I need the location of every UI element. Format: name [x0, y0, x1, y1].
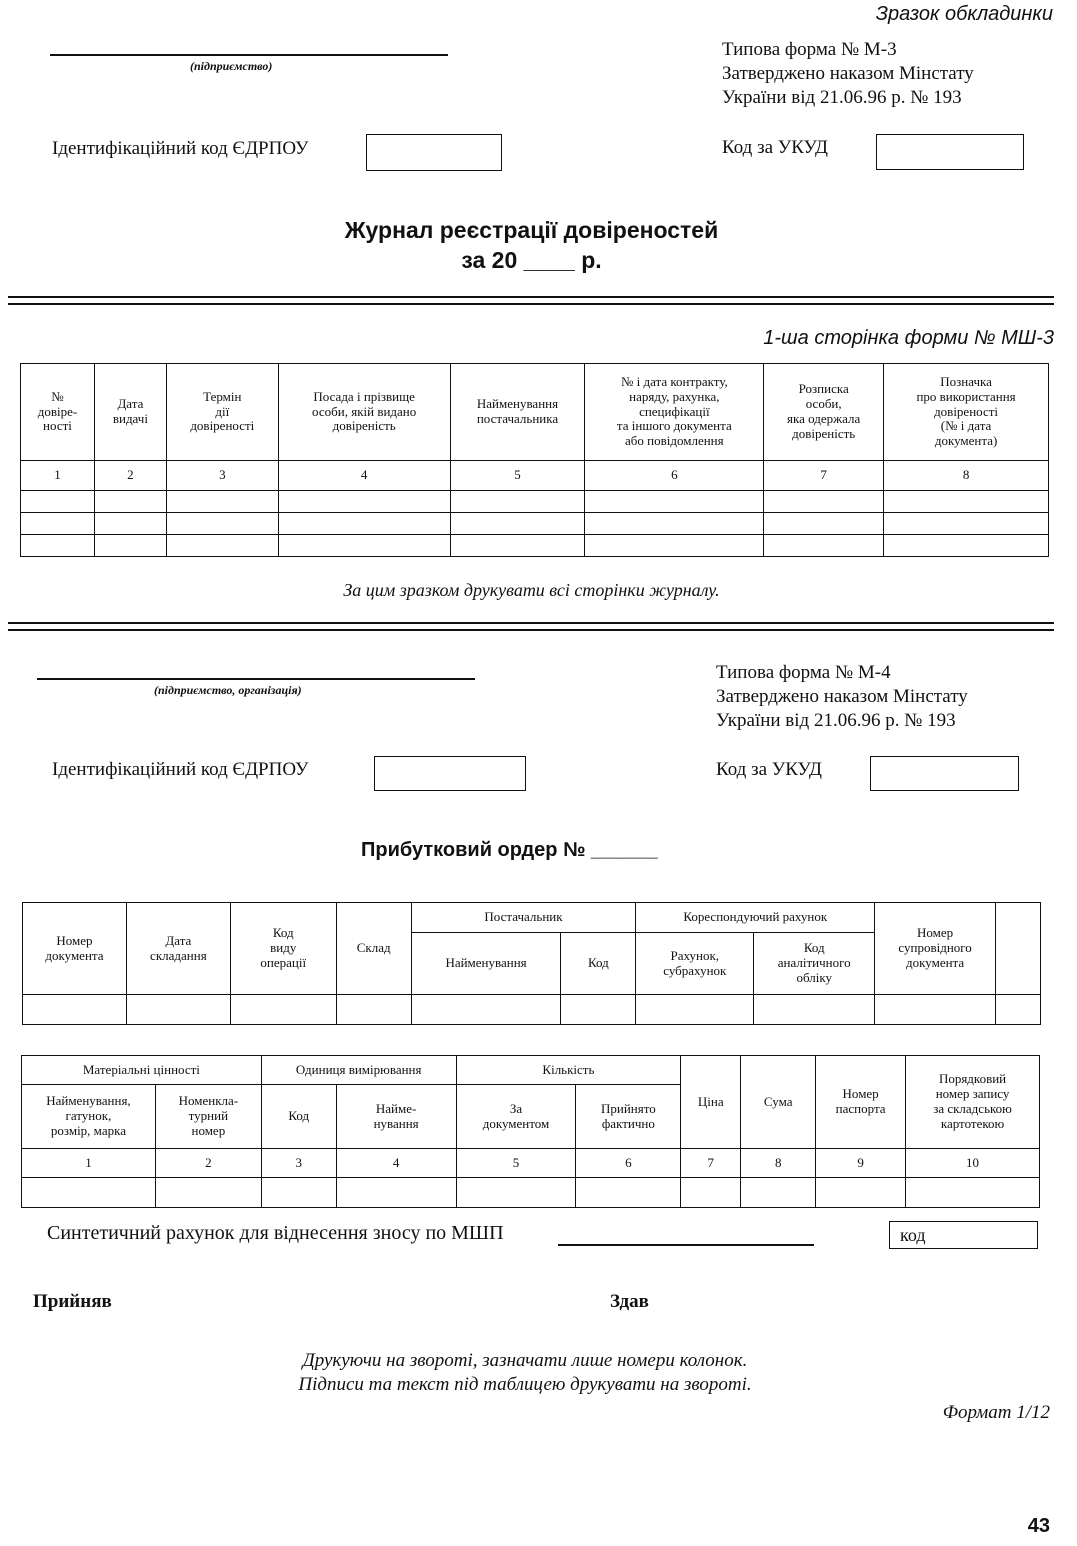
col-header-supplier: Найменування постачальника: [450, 364, 585, 461]
col-number: 8: [884, 461, 1049, 491]
reverse-note-line-2: Підписи та текст під таблицею друкувати на звороті.: [298, 1374, 752, 1395]
table-cell[interactable]: [278, 535, 450, 557]
ukud-label-2: Код за УКУД: [716, 759, 823, 780]
form-m3-header: [722, 38, 974, 110]
table-cell[interactable]: [166, 513, 278, 535]
page-caption: 1-ша сторінка форми № МШ-3: [763, 327, 1054, 349]
col-header-date: Дата складання: [126, 903, 230, 995]
col-header-usage-mark: Позначка про використання довіреності (№ і дата документа): [884, 364, 1049, 461]
col-number: 5: [450, 461, 585, 491]
table-cell[interactable]: [166, 535, 278, 557]
divider-top-1: [8, 296, 1054, 298]
col-header-unit-code: Код: [261, 1085, 336, 1149]
table-cell[interactable]: [576, 1178, 681, 1208]
col-header-material-values: Матеріальні цінності: [22, 1056, 262, 1085]
form-m4-line-3: України від 21.06.96 р. № 193: [716, 710, 956, 731]
synthetic-account-field[interactable]: [558, 1244, 814, 1246]
col-number: 1: [21, 461, 95, 491]
col-header-supplier-name: Найменування: [411, 933, 561, 995]
col-header-record-number: Порядковий номер запису за складською картотекою: [906, 1056, 1040, 1149]
table-cell[interactable]: [764, 513, 884, 535]
col-header-price: Ціна: [681, 1056, 741, 1149]
divider-mid-1: [8, 622, 1054, 624]
col-header-unit: Одиниця вимірювання: [261, 1056, 456, 1085]
table-cell[interactable]: [166, 491, 278, 513]
col-header-sum: Сума: [741, 1056, 816, 1149]
table-cell[interactable]: [585, 491, 764, 513]
table-row[interactable]: [21, 513, 1049, 535]
table-cell[interactable]: [126, 995, 230, 1025]
col-number: 6: [585, 461, 764, 491]
col-number: 1: [22, 1149, 156, 1178]
journal-title-line-2: за 20 ____ р.: [461, 247, 602, 273]
form-m3-line-3: України від 21.06.96 р. № 193: [722, 87, 962, 108]
col-number: 7: [681, 1149, 741, 1178]
table-row[interactable]: [21, 491, 1049, 513]
table-cell[interactable]: [22, 1178, 156, 1208]
table-cell[interactable]: [996, 995, 1041, 1025]
col-number: 6: [576, 1149, 681, 1178]
table-cell[interactable]: [336, 1178, 456, 1208]
page-number: 43: [1027, 1515, 1050, 1537]
col-number: 4: [336, 1149, 456, 1178]
col-number: 3: [261, 1149, 336, 1178]
col-header-receipt: Розписка особи, яка одержала довіреність: [764, 364, 884, 461]
divider-mid-2: [8, 629, 1054, 631]
col-header-contract: № і дата контракту, наряду, рахунка, специфікації та іншого документа або повідомлення: [585, 364, 764, 461]
col-header-corr-account: Кореспондуючий рахунок: [636, 903, 875, 933]
table-cell[interactable]: [450, 513, 585, 535]
sample-cover-note: Зразок обкладинки: [875, 3, 1053, 25]
edrpou-label-2: Ідентифікаційний код ЄДРПОУ: [52, 759, 309, 780]
form-m4-line-1: Типова форма № М-4: [716, 662, 891, 683]
table-cell[interactable]: [94, 513, 166, 535]
handed-by-label: Здав: [610, 1291, 649, 1312]
materials-table: [21, 1055, 1040, 1208]
table-cell[interactable]: [336, 995, 411, 1025]
reverse-note-line-1: Друкуючи на звороті, зазначати лише номери колонок.: [302, 1350, 748, 1371]
table-header-row: [23, 903, 1041, 933]
edrpou-code-field-2[interactable]: [374, 756, 526, 791]
table-cell[interactable]: [585, 513, 764, 535]
table-cell[interactable]: [636, 995, 754, 1025]
table-cell[interactable]: [21, 491, 95, 513]
table-cell[interactable]: [450, 491, 585, 513]
col-number: 10: [906, 1149, 1040, 1178]
table-cell[interactable]: [875, 995, 996, 1025]
table-row[interactable]: [21, 535, 1049, 557]
col-header-quantity: Кількість: [456, 1056, 681, 1085]
table-header-row: [22, 1056, 1040, 1085]
col-header-supplier-code: Код: [561, 933, 636, 995]
col-header-validity: Термін дії довіреності: [166, 364, 278, 461]
edrpou-label: Ідентифікаційний код ЄДРПОУ: [52, 138, 309, 159]
table-cell[interactable]: [884, 491, 1049, 513]
reverse-print-note: [0, 1349, 1050, 1397]
col-header-unit-name: Найме- нування: [336, 1085, 456, 1149]
form-m4-header: [716, 661, 968, 733]
col-header-name-grade: Найменування, гатунок, розмір, марка: [22, 1085, 156, 1149]
organization-line: [37, 678, 475, 680]
table-cell[interactable]: [94, 535, 166, 557]
table-cell[interactable]: [21, 535, 95, 557]
journal-title: [0, 215, 1063, 275]
receipt-order-table: [22, 902, 1041, 1025]
enterprise-line: [50, 54, 448, 56]
table-cell[interactable]: [411, 995, 561, 1025]
enterprise-caption: (підприємство): [190, 59, 273, 73]
table-cell[interactable]: [230, 995, 336, 1025]
table-cell[interactable]: [94, 491, 166, 513]
form-m4-line-2: Затверджено наказом Мінстату: [716, 686, 968, 707]
form-m3-line-1: Типова форма № М-3: [722, 39, 897, 60]
col-number: 2: [94, 461, 166, 491]
col-number: 8: [741, 1149, 816, 1178]
col-header-warehouse: Склад: [336, 903, 411, 995]
table-cell[interactable]: [884, 535, 1049, 557]
table-cell[interactable]: [764, 535, 884, 557]
table-cell[interactable]: [450, 535, 585, 557]
col-header-blank: [996, 903, 1041, 995]
table-cell[interactable]: [278, 513, 450, 535]
table-row[interactable]: [23, 995, 1041, 1025]
form-m3-line-2: Затверджено наказом Мінстату: [722, 63, 974, 84]
ukud-label: Код за УКУД: [722, 137, 829, 158]
power-of-attorney-table: [20, 363, 1049, 557]
col-number: 9: [816, 1149, 906, 1178]
table-row[interactable]: [22, 1178, 1040, 1208]
table-number-row: [22, 1149, 1040, 1178]
col-number: 4: [278, 461, 450, 491]
col-number: 2: [155, 1149, 261, 1178]
col-header-accompanying-doc: Номер супровідного документа: [875, 903, 996, 995]
col-header-accepted: Прийнято фактично: [576, 1085, 681, 1149]
print-note: За цим зразком друкувати всі сторінки журналу.: [343, 580, 720, 600]
col-header-account: Рахунок, субрахунок: [636, 933, 754, 995]
ukud-code-field[interactable]: [876, 134, 1024, 170]
table-cell[interactable]: [23, 995, 127, 1025]
col-number: 7: [764, 461, 884, 491]
col-header-person: Посада і прізвище особи, якій видано довіреність: [278, 364, 450, 461]
col-header-op-code: Код виду операції: [230, 903, 336, 995]
col-header-by-document: За документом: [456, 1085, 576, 1149]
table-cell[interactable]: [155, 1178, 261, 1208]
table-cell[interactable]: [681, 1178, 741, 1208]
receipt-order-title: Прибутковий ордер № ______: [361, 839, 658, 861]
table-cell[interactable]: [816, 1178, 906, 1208]
organization-caption: (підприємство, організація): [154, 683, 302, 697]
col-header-doc-number: Номер документа: [23, 903, 127, 995]
col-header-supplier: Постачальник: [411, 903, 636, 933]
table-cell[interactable]: [884, 513, 1049, 535]
table-cell[interactable]: [754, 995, 875, 1025]
col-number: 3: [166, 461, 278, 491]
table-cell[interactable]: [21, 513, 95, 535]
table-cell[interactable]: [278, 491, 450, 513]
col-header-number: № довіре- ності: [21, 364, 95, 461]
journal-title-line-1: Журнал реєстрації довіреностей: [344, 217, 719, 243]
col-header-passport: Номер паспорта: [816, 1056, 906, 1149]
code-field[interactable]: [889, 1221, 1038, 1249]
table-cell[interactable]: [456, 1178, 576, 1208]
col-header-issue-date: Дата видачі: [94, 364, 166, 461]
col-number: 5: [456, 1149, 576, 1178]
table-cell[interactable]: [585, 535, 764, 557]
divider-top-2: [8, 303, 1054, 305]
code-label: код: [900, 1225, 926, 1245]
col-header-nomenclature: Номенкла- турний номер: [155, 1085, 261, 1149]
synthetic-account-label: Синтетичний рахунок для віднесення зносу по МШП: [47, 1222, 504, 1244]
format-note: Формат 1/12: [942, 1402, 1050, 1423]
table-cell[interactable]: [261, 1178, 336, 1208]
table-cell[interactable]: [561, 995, 636, 1025]
edrpou-code-field[interactable]: [366, 134, 502, 171]
table-cell[interactable]: [764, 491, 884, 513]
ukud-code-field-2[interactable]: [870, 756, 1019, 791]
table-cell[interactable]: [906, 1178, 1040, 1208]
table-number-row: [21, 461, 1049, 491]
col-header-analytic-code: Код аналітичного обліку: [754, 933, 875, 995]
table-cell[interactable]: [741, 1178, 816, 1208]
accepted-by-label: Прийняв: [33, 1291, 112, 1312]
table-header-row: [21, 364, 1049, 461]
